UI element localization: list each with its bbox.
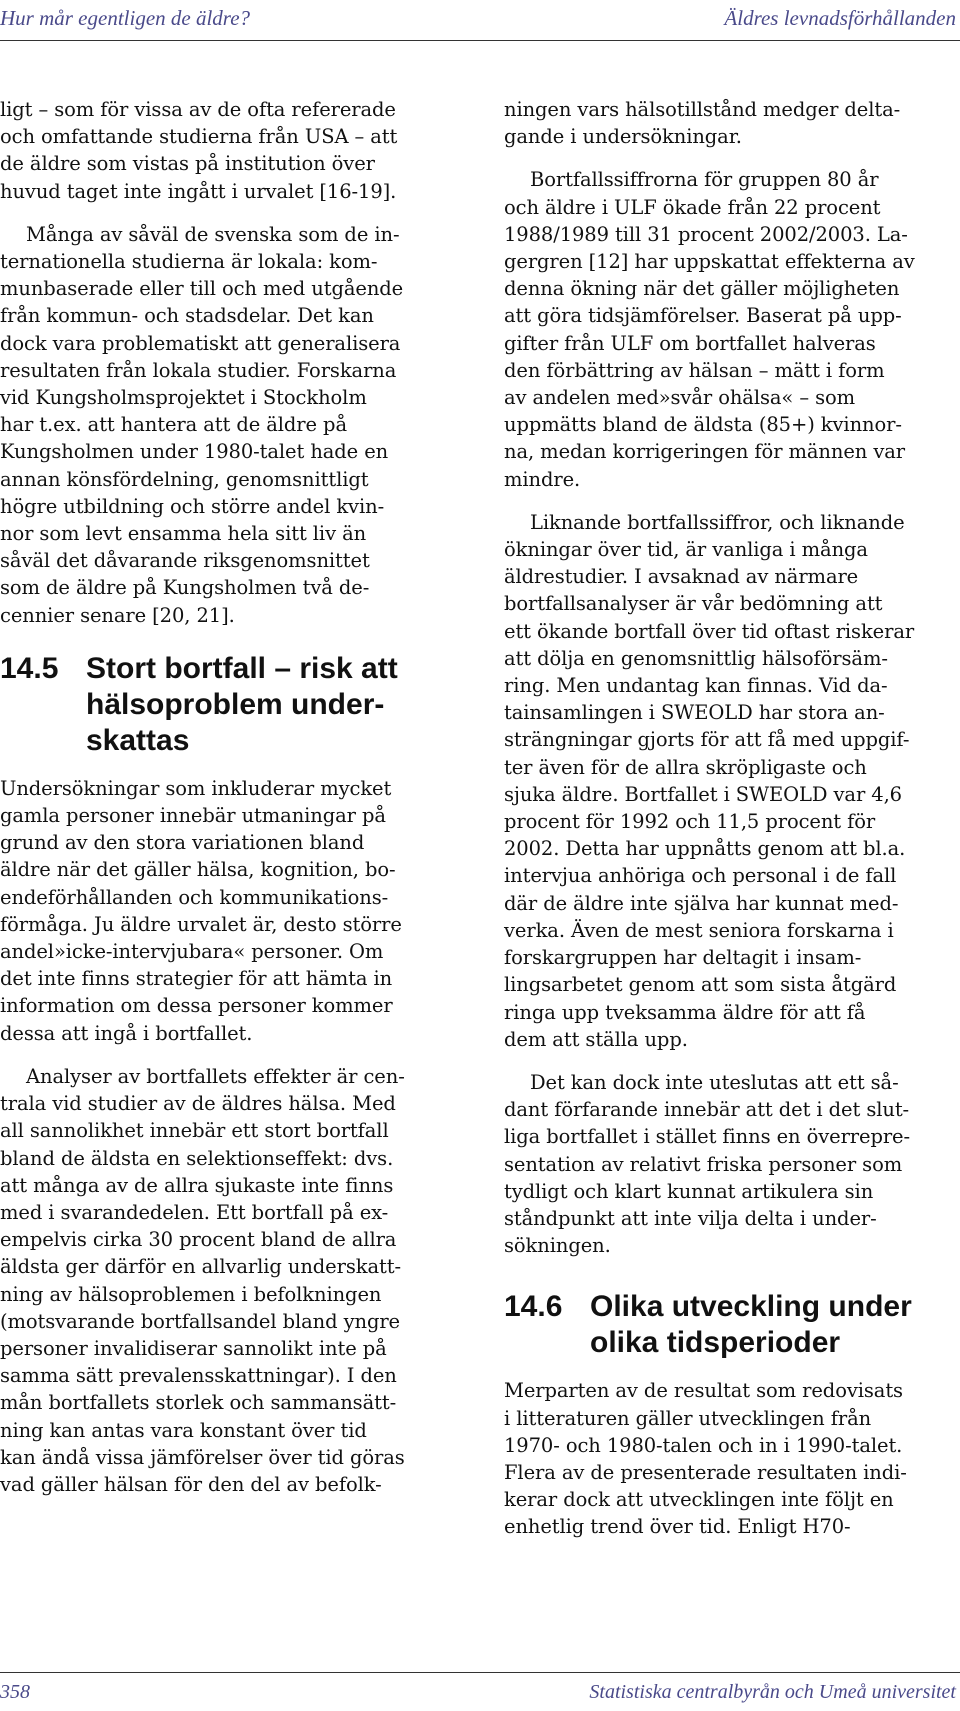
text-line: kerar dock att utvecklingen inte följt en — [504, 1488, 894, 1512]
text-line: intervjua anhöriga och personal i de fall — [504, 864, 897, 888]
text-line: dessa att ingå i bortfallet. — [0, 1021, 253, 1045]
text-line: ligt – som för vissa av de ofta refererade — [0, 98, 396, 121]
paragraph — [0, 775, 455, 1047]
section-number: 14.5 — [0, 651, 59, 685]
header-chapter-title: Hur mår egentligen de äldre? — [0, 6, 251, 30]
header-book-title: Äldres levnadsförhållanden — [724, 6, 956, 30]
text-line: vad gäller hälsan för den del av befolk- — [0, 1472, 382, 1496]
paragraph — [0, 221, 455, 629]
text-line: gergren [12] har uppskattat effekterna av — [504, 250, 915, 274]
text-line: verka. Även de mest seniora forskarna i — [504, 918, 894, 942]
text-line: att många av de allra sjukaste inte finns — [0, 1173, 394, 1197]
paragraph — [504, 509, 959, 1053]
text-line: som de äldre på Kungsholmen två de- — [0, 576, 370, 600]
text-line: bortfallsanalyser är vår bedömning att — [504, 592, 883, 616]
text-line: Bortfallssiffrorna för gruppen 80 år — [530, 168, 879, 192]
paragraph — [504, 96, 959, 150]
text-line: ter även för de allra skröpligaste och — [504, 755, 867, 779]
text-line: Undersökningar som inkluderar mycket — [0, 776, 392, 800]
text-line: enhetlig trend över tid. Enligt H70- — [504, 1515, 851, 1539]
text-line: huvud taget inte ingått i urvalet [16-19]. — [0, 179, 397, 203]
text-line: gande i undersökningar. — [504, 125, 742, 149]
text-line: Analyser av bortfallets effekter är cen- — [26, 1064, 405, 1088]
text-line: Flera av de presenterade resultaten indi- — [504, 1460, 907, 1484]
section-heading-14-6 — [504, 1289, 959, 1361]
text-line: såväl det dåvarande riksgenomsnittet — [0, 549, 370, 573]
text-line: Liknande bortfallssiffror, och liknande — [530, 510, 905, 534]
text-line: den förbättring av hälsan – mätt i form — [504, 358, 885, 382]
text-line: och äldre i ULF ökade från 22 procent — [504, 195, 881, 219]
text-line: liga bortfallet i stället finns en överrepre- — [504, 1125, 910, 1149]
paragraph — [504, 1069, 959, 1259]
text-line: Merparten av de resultat som redovisats — [504, 1379, 903, 1403]
text-line: all sannolikhet innebär ett stort bortfall — [0, 1119, 389, 1143]
text-line: 1970- och 1980-talen och in i 1990-talet. — [504, 1433, 903, 1457]
text-line: olika tidsperioder — [590, 1326, 841, 1360]
text-line: med i svarandedelen. Ett bortfall på ex- — [0, 1200, 389, 1224]
text-line: ett ökande bortfall över tid oftast riskerar — [504, 619, 915, 643]
text-line: skattas — [86, 723, 190, 757]
text-line: Många av såväl de svenska som de in- — [26, 222, 400, 246]
text-line: vid Kungsholmsprojektet i Stockholm — [0, 386, 367, 410]
text-line: att göra tidsjämförelser. Baserat på upp- — [504, 304, 902, 328]
text-line: andel»icke-intervjubara« personer. Om — [0, 940, 384, 964]
text-line: ning kan antas vara konstant över tid — [0, 1418, 367, 1442]
text-line: dant förfarande innebär att det i det slut- — [504, 1098, 910, 1122]
text-line: mån bortfallets storlek och sammansätt- — [0, 1391, 397, 1415]
text-line: procent för 1992 och 11,5 procent för — [504, 810, 876, 834]
text-line: högre utbildning och större andel kvin- — [0, 494, 385, 518]
left-column — [0, 96, 455, 1498]
text-line: ternationella studierna är lokala: kom- — [0, 250, 378, 274]
text-line: denna ökning när det gäller möjligheten — [504, 277, 900, 301]
paragraph — [504, 1377, 959, 1540]
text-line: resultaten från lokala studier. Forskarna — [0, 358, 397, 382]
text-line: förmåga. Ju äldre urvalet är, desto större — [0, 912, 402, 936]
section-title — [86, 651, 398, 759]
text-line: Stort bortfall – risk att — [86, 651, 398, 685]
text-line: där de äldre inte själva har kunnat med- — [504, 891, 899, 915]
section-title — [590, 1289, 912, 1361]
paragraph — [0, 1063, 455, 1498]
text-line: na, medan korrigeringen för männen var — [504, 440, 906, 464]
text-line: gamla personer innebär utmaningar på — [0, 804, 386, 828]
text-line: gifter från ULF om bortfallet halveras — [504, 331, 876, 355]
text-line: strängningar gjorts för att få med uppgif- — [504, 728, 910, 752]
text-line: Olika utveckling under — [590, 1290, 912, 1324]
text-line: kan ändå vissa jämförelser över tid göras — [0, 1445, 405, 1469]
text-line: annan könsfördelning, genomsnittligt — [0, 467, 369, 491]
text-line: sentation av relativt friska personer som — [504, 1152, 903, 1176]
running-header — [0, 0, 960, 41]
text-line: endeförhållanden och kommunikations- — [0, 885, 389, 909]
text-line: information om dessa personer kommer — [0, 994, 393, 1018]
text-line: trala vid studier av de äldres hälsa. Med — [0, 1092, 396, 1116]
text-line: ringa upp tveksamma äldre för att få — [504, 1000, 866, 1024]
text-line: ring. Men undantag kan finnas. Vid da- — [504, 674, 888, 698]
section-number: 14.6 — [504, 1290, 563, 1324]
text-line: 1988/1989 till 31 procent 2002/2003. La- — [504, 222, 908, 246]
text-line: Det kan dock inte uteslutas att ett så- — [530, 1070, 899, 1094]
text-line: sökningen. — [504, 1234, 611, 1258]
text-line: grund av den stora variationen bland — [0, 831, 365, 855]
text-line: ståndpunkt att inte vilja delta i under- — [504, 1206, 877, 1230]
text-line: tydligt och klart kunnat artikulera sin — [504, 1179, 874, 1203]
text-line: och omfattande studierna från USA – att — [0, 125, 398, 149]
text-line: äldrestudier. I avsaknad av närmare — [504, 565, 859, 589]
text-line: från kommun- och stadsdelar. Det kan — [0, 304, 374, 328]
text-line: nor som levt ensamma hela sitt liv än — [0, 522, 367, 546]
text-line: ökningar över tid, är vanliga i många — [504, 538, 868, 562]
text-line: uppmätts bland de äldsta (85+) kvinnor- — [504, 413, 902, 437]
section-heading-14-5 — [0, 651, 455, 759]
text-line: av andelen med»svår ohälsa« – som — [504, 386, 856, 410]
publisher-name: Statistiska centralbyrån och Umeå universitet — [589, 1681, 956, 1703]
text-line: äldsta ger därför en allvarlig underskatt- — [0, 1255, 401, 1279]
running-footer — [0, 1672, 960, 1711]
text-line: lingsarbetet genom att som sista åtgärd — [504, 973, 897, 997]
text-line: dem att ställa upp. — [504, 1027, 688, 1051]
right-column — [504, 96, 959, 1541]
text-line: forskargruppen har deltagit i insam- — [504, 946, 862, 970]
paragraph — [0, 96, 455, 205]
text-line: ningen vars hälsotillstånd medger delta- — [504, 98, 901, 121]
text-line: personer invalidiserar sannolikt inte på — [0, 1336, 387, 1360]
text-line: det inte finns strategier för att hämta in — [0, 967, 393, 991]
text-line: munbaserade eller till och med utgående — [0, 277, 404, 301]
page-number: 358 — [0, 1681, 30, 1703]
text-line: äldre när det gäller hälsa, kognition, bo- — [0, 858, 396, 882]
text-line: dock vara problematiskt att generalisera — [0, 331, 401, 355]
text-line: Kungsholmen under 1980-talet hade en — [0, 440, 389, 464]
text-line: i litteraturen gäller utvecklingen från — [504, 1406, 872, 1430]
text-line: ning av hälsoproblemen i befolkningen — [0, 1282, 382, 1306]
text-line: samma sätt prevalensskattningar). I den — [0, 1364, 397, 1388]
text-line: hälsoproblem under- — [86, 687, 385, 721]
text-line: empelvis cirka 30 procent bland de allra — [0, 1228, 397, 1252]
text-line: bland de äldsta en selektionseffekt: dvs. — [0, 1146, 394, 1170]
paragraph — [504, 166, 959, 492]
text-line: mindre. — [504, 467, 581, 491]
text-line: de äldre som vistas på institution över — [0, 152, 375, 176]
text-line: 2002. Detta har uppnåtts genom att bl.a. — [504, 837, 906, 861]
text-line: sjuka äldre. Bortfallet i SWEOLD var 4,6 — [504, 782, 902, 806]
text-line: har t.ex. att hantera att de äldre på — [0, 413, 347, 437]
text-line: att dölja en genomsnittlig hälsoförsäm- — [504, 646, 888, 670]
text-line: tainsamlingen i SWEOLD har stora an- — [504, 701, 885, 725]
text-line: cennier senare [20, 21]. — [0, 603, 235, 627]
text-line: (motsvarande bortfallsandel bland yngre — [0, 1309, 401, 1333]
